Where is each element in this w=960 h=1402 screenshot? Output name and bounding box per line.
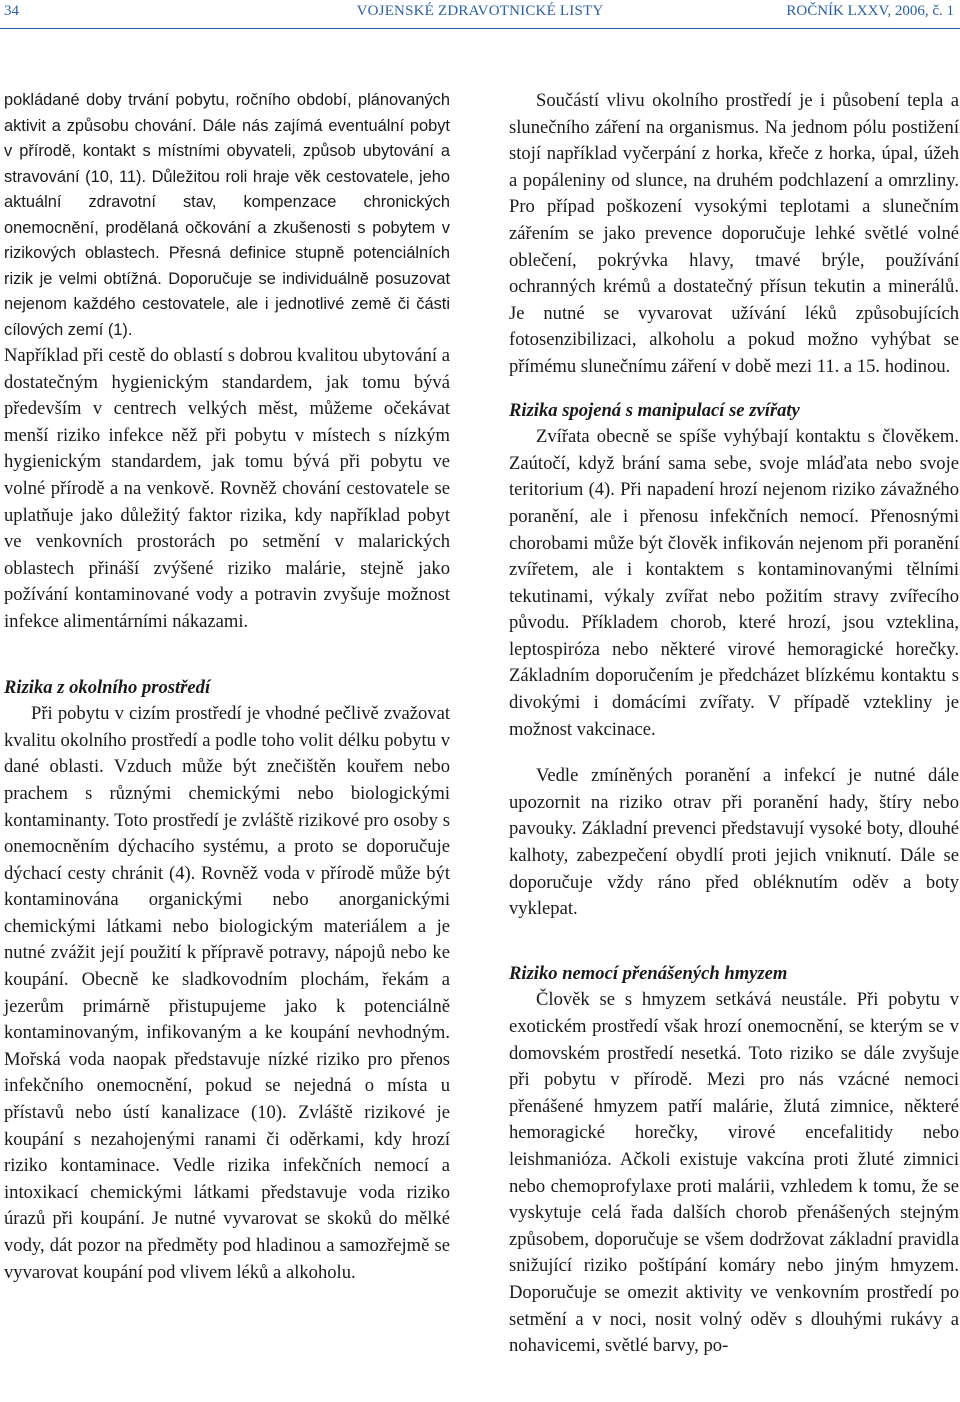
paragraph-venomous: Vedle zmíněných poranění a infekcí je nutné dále upozornit na riziko otrav při poranění hady, štíry nebo pavouky. Základní prevenci představují vysoké boty, dlouhé kalhoty, zabezpečení obydlí proti jejich vniknutí. Dále se doporučuje vždy ráno před obléknutím oděv a boty vyklepat. <box>509 765 959 920</box>
running-header <box>0 0 960 30</box>
paragraph-animals: Zvířata obecně se spíše vyhýbají kontaktu s člověkem. Zaútočí, když brání sama sebe, svoje mláďata nebo svoje teritorium (4). Při napadení hrozí nejenom riziko závažného poranění, ale i přenosu infekčních nemocí. Přenosnými chorobami může být člověk infikován nejenom při poranění zvířetem, ale i kontaktem s kontaminovanými tělními tekutinami, výkaly zvířat nebo požitím stravy zvířecího původu. Příkladem chorob, které hrozí, jsou vzteklina, leptospiróza nebo některé virové hemoragické horečky. Základním doporučením je předcházet blízkému kontaktu s divokými i domácími zvířaty. V případě vztekliny je možnost vakcinace. <box>509 426 959 740</box>
section-heading-environment: Rizika z okolního prostředí <box>4 676 211 698</box>
right-column <box>509 88 959 1360</box>
page-number: 34 <box>4 3 19 19</box>
left-column <box>4 88 450 1286</box>
volume-info: ROČNÍK LXXV, 2006, č. 1 <box>786 3 954 19</box>
paragraph-insects: Člověk se s hmyzem setkává neustále. Při pobytu v exotickém prostředí však hrozí onemocnění, se kterým se v domovském prostředí nesetká. Toto riziko se dále zvyšuje při pobytu v přírodě. Mezi pro nás vzácné nemoci přenášené hmyzem patří malárie, žlutá zimnice, některé hemoragické horečky, virové encefalitidy nebo leishmanióza. Ačkoli existuje vakcína proti žluté zimnici nebo chemoprofylaxe proti malárii, vzhledem k tomu, že se vyskytuje celá řada dalších chorob přenášených stejným způsobem, doporučuje se všem dodržovat základní pravidla snižující riziko poštípání komáry nebo jiným hmyzem. Doporučuje se omezit aktivity ve venkovním prostředí po setmění a v noci, nosit volný oděv s dlouhými rukávy a nohavicemi, světlé barvy, po- <box>509 989 959 1357</box>
paragraph-environment: Při pobytu v cizím prostředí je vhodné pečlivě zvažovat kvalitu okolního prostředí a podle toho volit délku pobytu v dané oblasti. Vzduch může být znečištěn kouřem nebo prachem s různými chemickými nebo biologickými kontaminanty. Toto prostředí je zvláště rizikové pro osoby s onemocněním dýchacího systému, a proto se doporučuje dýchací cesty chránit (4). Rovněž voda v přírodě může být kontaminována organickými nebo anorganickými chemickými látkami nebo biologickým materiálem a je nutné zvážit její použití k přípravě potravy, nápojů nebo ke koupání. Obecně ke sladkovodním plochám, řekám a jezerům primárně přistupujeme jako k potenciálně kontaminovaným, infikovaným a ke koupání nevhodným. Mořská voda naopak představuje nízké riziko pro přenos infekčního onemocnění, pokud se nejedná o místa u přístavů nebo ústí kanalizace (10). Zvláště rizikové je koupání s nezahojenými ranami či oděrkami, kdy hrozí riziko kontaminace. Vedle rizika infekčních nemocí a intoxikací chemickými látkami představuje voda riziko úrazů při koupání. Je nutné vyvarovat se skoků do mělké vody, dát pozor na předměty pod hladinou a samozřejmě se vyvarovat koupání pod vlivem léků a alkoholu. <box>4 703 450 1283</box>
header-rule <box>0 28 960 29</box>
paragraph-travel-risk-assessment: pokládané doby trvání pobytu, ročního období, plánovaných aktivit a způsobu chování. Dále nás zajímá eventuální pobyt v přírodě, kontakt s místními obyvateli, způsob ubytování a stravování (10, 11). Důležitou roli hraje věk cestovatele, jeho aktuální zdravotní stav, kompenzace chronických onemocnění, prodělaná očkování a zkušenosti s pobytem v rizikových oblastech. Přesná definice stupně potenciálních rizik je velmi obtížná. Doporučuje se individuálně posuzovat nejenom každého cestovatele, ale i jednotlivé země či části cílových zemí (1). <box>4 91 450 339</box>
paragraph-heat-sun: Součástí vlivu okolního prostředí je i působení tepla a slunečního záření na organismus. Na jednom pólu postižení stojí například vyčerpání z horka, křeče z horka, úpal, úžeh a popáleniny od slunce, na druhém podchlazení a omrzliny. Pro případ poškození vysokými teplotami a slunečním zářením se jako prevence doporučuje lehké světlé volné oblečení, pokrývka hlavy, tmavé brýle, používání ochranných krémů a dostatečný přísun tekutin a minerálů. Je nutné se vyvarovat užívání léků způsobujících fotosenzibilizaci, alkoholu a pokud možno vyhýbat se přímému slunečnímu záření v době mezi 11. a 15. hodinou. <box>509 90 959 377</box>
section-heading-animals: Rizika spojená s manipulací se zvířaty <box>509 399 800 421</box>
paragraph-accommodation-risk: Například při cestě do oblastí s dobrou kvalitou ubytování a dostatečným hygienickým standardem, jak tomu bývá především v centrech velkých měst, můžeme očekávat menší riziko infekce něž při pobytu v místech s nízkým hygienickým standardem, jak tomu bývá při pobytu ve volné přírodě a na venkově. Rovněž chování cestovatele se uplatňuje jako důležitý faktor rizika, kdy například pobyt ve venkovních prostorách po setmění v malarických oblastech přináší zvýšené riziko malárie, stejně jako požívání kontaminované vody a potravin zvyšuje možnost infekce alimentárními nákazami. <box>4 345 450 632</box>
section-heading-insects: Riziko nemocí přenášených hmyzem <box>509 962 788 984</box>
journal-title: VOJENSKÉ ZDRAVOTNICKÉ LISTY <box>356 3 604 19</box>
